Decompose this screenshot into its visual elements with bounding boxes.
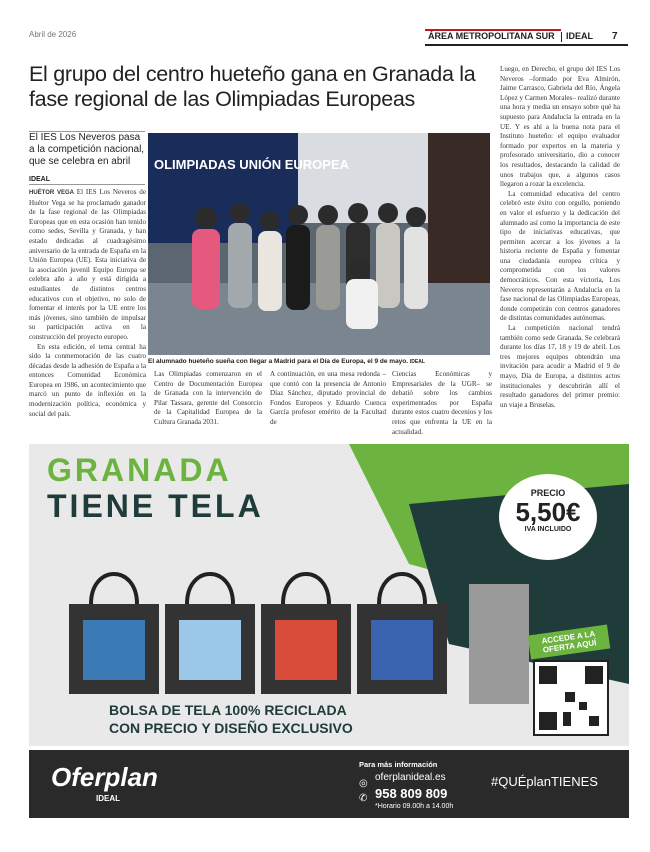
price-iva: IVA INCLUIDO bbox=[524, 526, 572, 533]
price-label: PRECIO bbox=[530, 488, 566, 498]
dateline: HUÉTOR VEGA bbox=[29, 190, 74, 196]
article-column-1 bbox=[29, 188, 146, 419]
header-rule bbox=[425, 44, 628, 46]
header-separator bbox=[561, 32, 562, 42]
hashtag: #QUÉplanTIENES bbox=[491, 774, 598, 789]
advertisement[interactable] bbox=[29, 444, 629, 746]
oferplan-logo-sub: IDEAL bbox=[96, 794, 120, 803]
ad-title-line1: GRANADA bbox=[47, 452, 232, 488]
byline-rule bbox=[29, 184, 145, 185]
website-link[interactable]: oferplanideal.es bbox=[375, 772, 446, 783]
article-subhead: El IES Los Neveros pasa a la competición nacional, que se celebra en abril bbox=[29, 132, 145, 167]
issue-date: Abril de 2026 bbox=[29, 30, 77, 39]
column-1-text: El IES Los Neveros de Huétor Vega se ha proclamado ganador de la fase regional de las Olimpiadas Europeas que en esta ocasión han tenido como sedes, Sevilla y Granada, y han estado dedicadas al cuadragésimo aniversario de la entrada de España en la Unión Europea (UE). Esta iniciativa de la asociación juvenil Equipo Europa se celebra año a año y está dirigida a estudiantes de distintos centros educativos con el objetivo, no solo de fomentar el interés por la UE entre los más jóvenes, sino también de impulsar su participación activa en la construcción del proyecto europeo. bbox=[29, 188, 146, 341]
article-column-5 bbox=[500, 65, 620, 410]
section-title: ÁREA METROPOLITANA SUR bbox=[428, 31, 555, 41]
oferplan-logo: Oferplan bbox=[51, 762, 158, 792]
article-column-3 bbox=[270, 370, 386, 428]
price-value: 5,50€ bbox=[515, 497, 581, 527]
opening-hours: *Horario 09.00h a 14.00h bbox=[375, 803, 454, 810]
price-badge bbox=[499, 474, 597, 560]
column-5c-text: La competición nacional tendrá también como sede Granada. Se celebrará durante los días 17, 18 y 19 de abril. Los tres mejores equipos obtendrán una invitación para acudir a Madrid el 9 de mayo, Día de Europa, a distintos actos institucionales y descubrirán allí el resultado ganadores del primer premio: un viaje a Bruselas. bbox=[500, 324, 620, 409]
column-2-text: Las Olimpiadas comenzaron en el Centro de Documentación Europea de Granada con la intervención de Pilar Tassara, gerente del Consorcio de la Capitalidad Europea de la Cultura Granada 2031. bbox=[154, 370, 262, 426]
column-5b-text: La comunidad educativa del centro celebró este éxito con orgullo, poniendo en valor el esfuerzo y la dedicación del alumnado así como la importancia de este tipo de iniciativas educativas, que permiten acercar a los jóvenes a la historia reciente de España y fomentar una ciudadanía europea crítica y comprometida con los valores democráticos. Con esta victoria, Los Neveros representarán a Andalucía en la fase nacional de las Olimpiadas Europeas, donde competirán con centros ganadores de distintas comunidades autónomas. bbox=[500, 189, 620, 323]
oferplan-banner[interactable] bbox=[29, 750, 629, 818]
tote-bag-3 bbox=[261, 564, 351, 699]
ad-tagline-2: CON PRECIO Y DISEÑO EXCLUSIVO bbox=[109, 720, 353, 736]
article-photo bbox=[148, 133, 490, 355]
tote-bag-4 bbox=[357, 564, 447, 699]
ad-tagline-1: BOLSA DE TELA 100% RECICLADA bbox=[109, 702, 347, 718]
article-byline: IDEAL bbox=[29, 176, 50, 183]
photo-caption bbox=[148, 358, 490, 365]
caption-text: El alumnado hueteño sueña con llegar a Madrid para el Día de Europa, el 9 de mayo. bbox=[148, 358, 409, 365]
article-headline: El grupo del centro hueteño gana en Granada la fase regional de las Olimpiadas Europeas bbox=[29, 62, 476, 111]
article-column-4 bbox=[392, 370, 492, 437]
phone-number[interactable]: 958 809 809 bbox=[375, 786, 448, 801]
phone-icon: ✆ bbox=[359, 793, 368, 804]
column-5-text: Luego, en Derecho, el grupo del IES Los Neveros –formado por Eva Almirón, Jaime Carrasco, Gabriela del Río, Ángela López y Carmen Morales– realizó durante una hora y media un ensayo sobre qué ha supuesto para Andalucía la entrada en la UE. Y es ahí a la buena nota para el Instituto hueteño: el equipo evaluador formado por expertos en la materia y profesorado universitario, dio a conocer los resultados, destacando la calidad de unos trabajos que, a algunos casos llegaron a rozar la excelencia. bbox=[500, 65, 620, 189]
group-photo-illustration bbox=[148, 133, 490, 355]
tote-bag-1 bbox=[69, 564, 159, 699]
tote-bag-2 bbox=[165, 564, 255, 699]
ad-title-line2: TIENE TELA bbox=[47, 488, 264, 524]
brand-name: IDEAL bbox=[566, 31, 593, 41]
offer-link[interactable]: ACCEDE A LA OFERTA AQUÍ bbox=[528, 625, 611, 660]
caption-credit: IDEAL bbox=[409, 359, 425, 365]
page-number: 7 bbox=[612, 31, 618, 42]
column-4-text: Ciencias Económicas y Empresariales de la UGR– se debatió sobre los cambios experimentados por España durante estos cuatro decenios y los retos que enfrenta la UE en la actualidad. bbox=[392, 370, 492, 436]
article-column-2 bbox=[154, 370, 262, 428]
column-3-text: A continuación, en una mesa redonda –que contó con la presencia de Antonio Díaz Sánchez, diputado provincial de Fondos Europeos y Eduardo Cuenca García profesor emérito de la Facultad de bbox=[270, 370, 386, 426]
column-1b-text: En esta edición, el tema central ha sido la conmemoración de las cuatro décadas desde la adhesión de España a la entonces Comunidad Económica Europea en 1986, un acontecimiento que marcó un punto de inflexión en la modernización política, económica y social del país. bbox=[29, 342, 146, 418]
globe-icon: ◎ bbox=[359, 778, 368, 789]
info-heading: Para más información bbox=[359, 760, 438, 769]
photo-banner-text: OLIMPIADAS UNIÓN EUROPEA bbox=[154, 157, 350, 172]
qr-code-icon[interactable] bbox=[533, 660, 609, 736]
